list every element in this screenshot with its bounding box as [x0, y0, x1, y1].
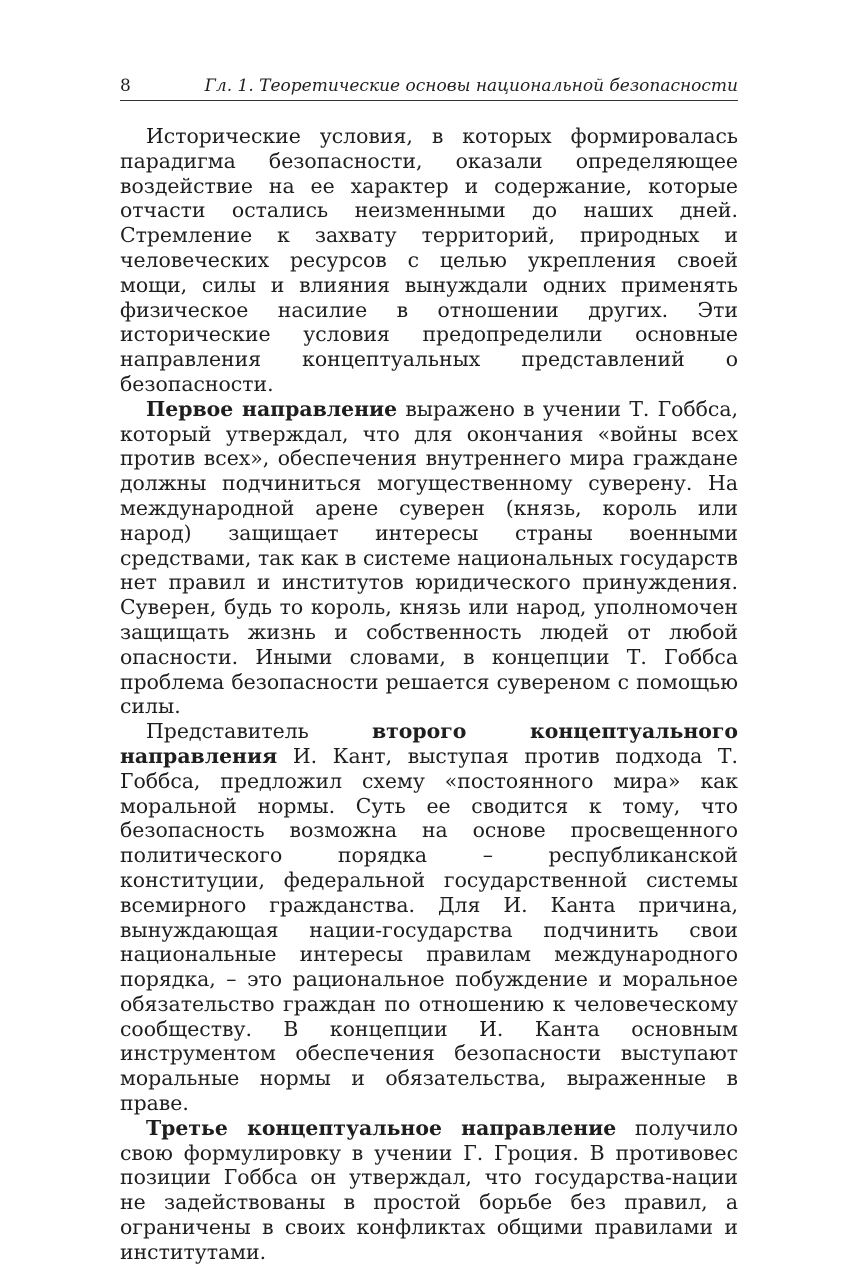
bold-term: Первое направление — [146, 396, 398, 421]
paragraph-lead-text: Представитель — [146, 719, 372, 744]
chapter-running-title: Гл. 1. Теоретические основы национальной безопасности — [204, 76, 738, 96]
paragraph-historical-conditions — [120, 124, 738, 397]
paragraph-text: И. Кант, выступая против подхода Т. Гоббса, предложил схему «постоянного мира» как моральной нормы. Суть ее сводится к тому, что безопасность возможна на основе просвещенного политического порядка – республиканской конституции, федеральной государственной системы всемирного гражданства. Для И. Канта причина, вынуждающая нации-государства подчинить свои национальные интересы правилам международного порядка, – это рациональное побуждение и моральное обязательство граждан по отношению к человеческому сообществу. В концепции И. Канта основным инструментом обеспечения безопасности выступают моральные нормы и обязательства, выраженные в праве. — [120, 743, 738, 1116]
bold-term: Третье концептуальное направление — [146, 1115, 617, 1140]
paragraph-first-direction — [120, 397, 738, 719]
paragraph-text: получило свою формулировку в учении Г. Гроция. В противовес позиции Гоббса он утверждал, что государства-нации не задействованы в простой борьбе без правил, а ограничены в своих конфликтах общими правилами и институтами. — [120, 1115, 738, 1264]
paragraph-text: Исторические условия, в которых формировалась парадигма безопасности, оказали определяющее воздействие на ее характер и содержание, которые отчасти остались неизменными до наших дней. Стремление к захвату территорий, природных и человеческих ресурсов с целью укрепления своей мощи, силы и влияния вынуждали одних применять физическое насилие в отношении других. Эти исторические условия предопределили основные направления концептуальных представлений о безопасности. — [120, 124, 738, 396]
paragraph-text: выражено в учении Т. Гоббса, который утверждал, что для окончания «войны всех против всех», обеспечения внутреннего мира граждане должны подчиниться могущественному суверену. На международной арене суверен (князь, король или народ) защищает интересы страны военными средствами, так как в системе национальных государств нет правил и институтов юридического принуждения. Суверен, будь то король, князь или народ, уполномочен защищать жизнь и собственность людей от любой опасности. Иными словами, в концепции Т. Гоббса проблема безопасности решается сувереном с помощью силы. — [120, 396, 738, 719]
running-header — [120, 74, 738, 101]
bold-term: второго концептуального направления — [120, 719, 738, 768]
page-number: 8 — [120, 76, 131, 96]
body-text — [120, 124, 738, 1265]
paragraph-third-direction — [120, 1116, 738, 1265]
paragraph-second-direction — [120, 719, 738, 1116]
